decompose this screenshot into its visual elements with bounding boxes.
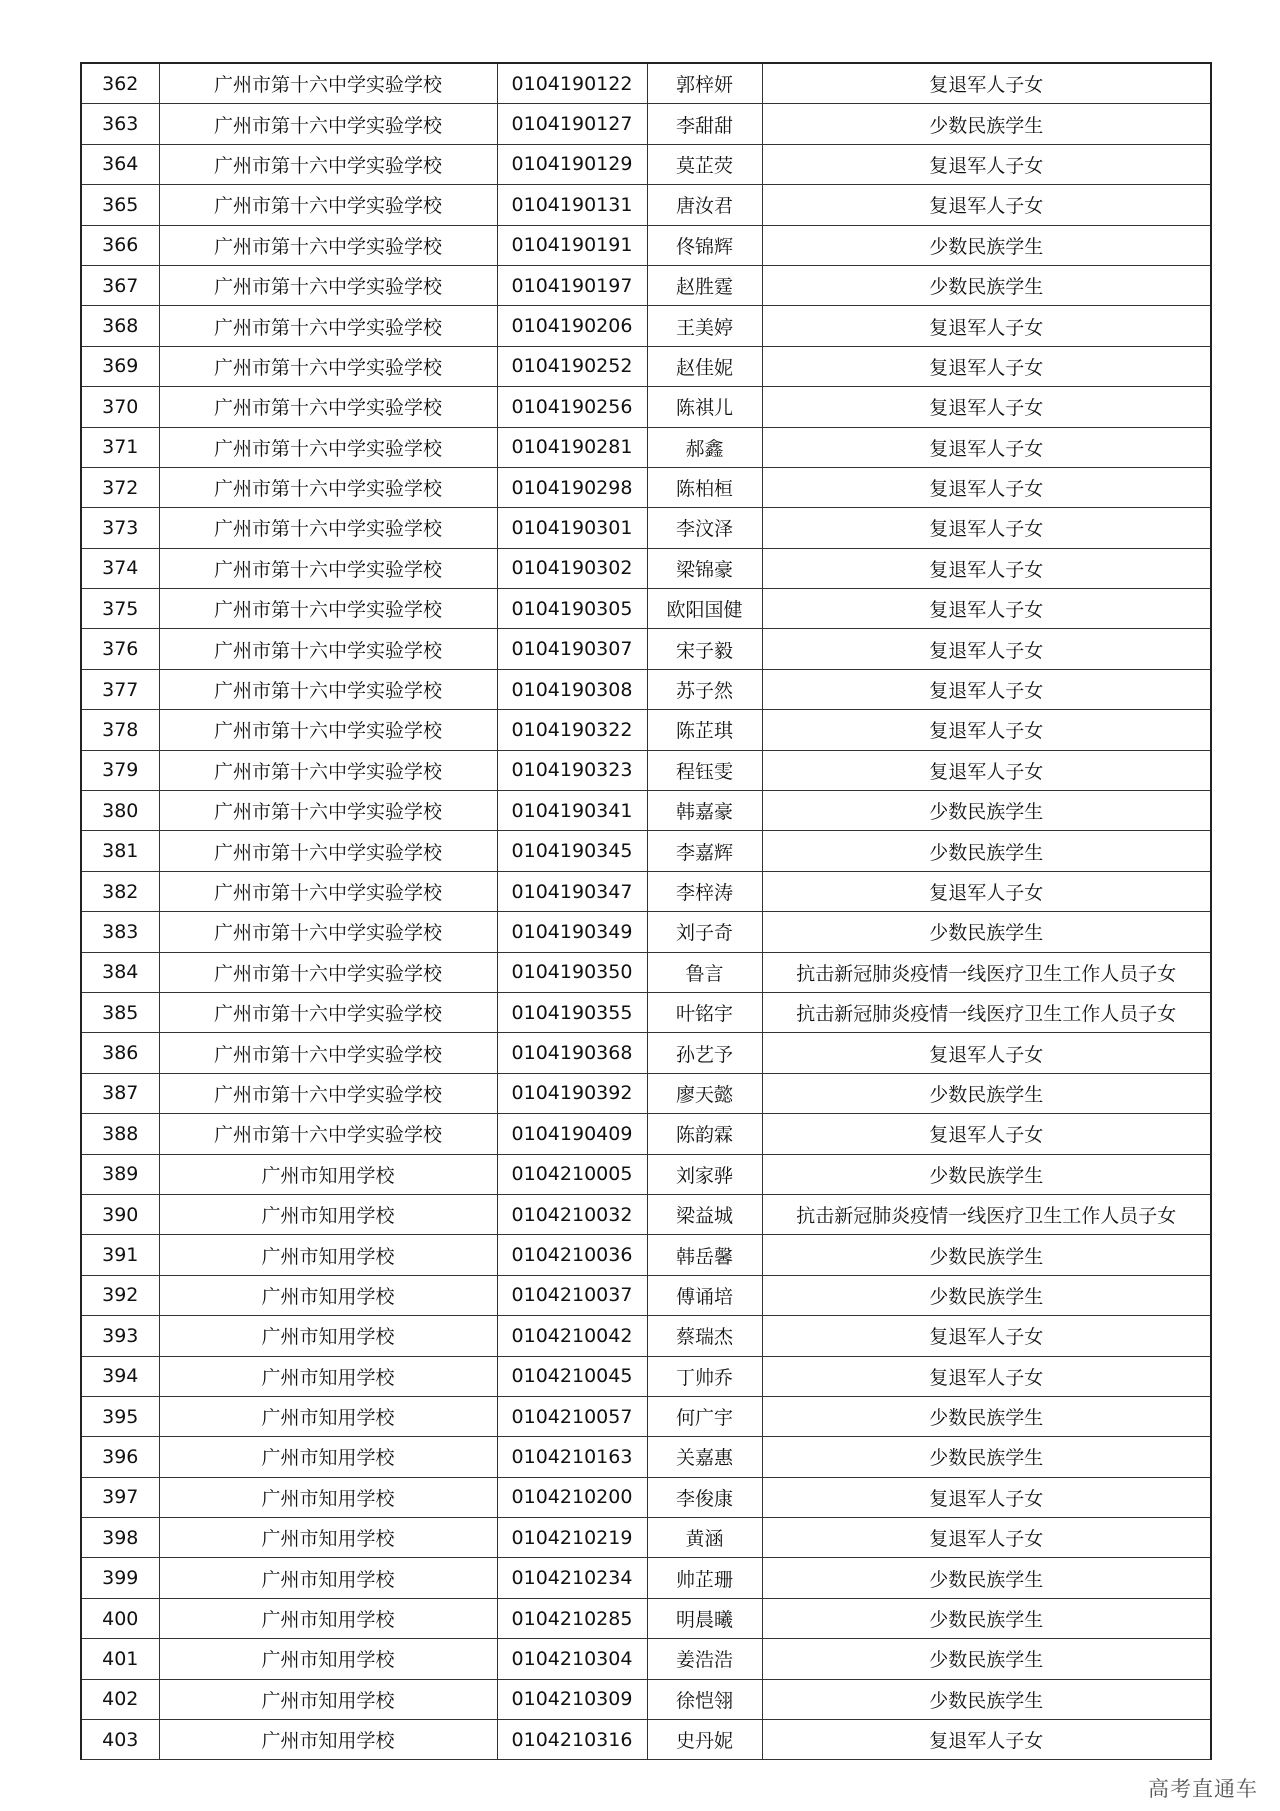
student-id-cell: 0104190206 [497,306,647,346]
category-cell: 复退军人子女 [762,629,1211,669]
row-number-cell: 398 [81,1518,159,1558]
table-row [81,185,1211,225]
student-id-cell: 0104210037 [497,1275,647,1315]
school-cell: 广州市第十六中学实验学校 [159,265,497,305]
student-name-cell: 关嘉惠 [647,1437,762,1477]
table-row [81,1073,1211,1113]
student-name-cell: 韩嘉豪 [647,791,762,831]
row-number-cell: 367 [81,265,159,305]
student-id-cell: 0104190392 [497,1073,647,1113]
category-cell: 少数民族学生 [762,1396,1211,1436]
school-cell: 广州市知用学校 [159,1356,497,1396]
table-row [81,1396,1211,1436]
table-row [81,1639,1211,1679]
table-row [81,1720,1211,1760]
student-name-cell: 李梓涛 [647,871,762,911]
row-number-cell: 387 [81,1073,159,1113]
school-cell: 广州市第十六中学实验学校 [159,427,497,467]
row-number-cell: 372 [81,467,159,507]
category-cell: 复退军人子女 [762,144,1211,184]
student-id-cell: 0104190301 [497,508,647,548]
roster-table-body [81,63,1211,1760]
category-cell: 复退军人子女 [762,1720,1211,1760]
row-number-cell: 391 [81,1235,159,1275]
table-row [81,831,1211,871]
school-cell: 广州市第十六中学实验学校 [159,750,497,790]
category-cell: 复退军人子女 [762,508,1211,548]
table-row [81,710,1211,750]
category-cell: 少数民族学生 [762,831,1211,871]
student-id-cell: 0104190197 [497,265,647,305]
school-cell: 广州市知用学校 [159,1477,497,1517]
school-cell: 广州市第十六中学实验学校 [159,225,497,265]
school-cell: 广州市第十六中学实验学校 [159,185,497,225]
school-cell: 广州市第十六中学实验学校 [159,467,497,507]
category-cell: 复退军人子女 [762,1477,1211,1517]
school-cell: 广州市第十六中学实验学校 [159,104,497,144]
student-name-cell: 唐汝君 [647,185,762,225]
row-number-cell: 396 [81,1437,159,1477]
student-name-cell: 李汶泽 [647,508,762,548]
category-cell: 复退军人子女 [762,427,1211,467]
student-name-cell: 徐恺翎 [647,1679,762,1719]
school-cell: 广州市第十六中学实验学校 [159,871,497,911]
category-cell: 少数民族学生 [762,1437,1211,1477]
row-number-cell: 364 [81,144,159,184]
school-cell: 广州市第十六中学实验学校 [159,669,497,709]
student-id-cell: 0104210057 [497,1396,647,1436]
row-number-cell: 377 [81,669,159,709]
school-cell: 广州市第十六中学实验学校 [159,346,497,386]
table-row [81,387,1211,427]
row-number-cell: 365 [81,185,159,225]
row-number-cell: 395 [81,1396,159,1436]
table-row [81,1518,1211,1558]
school-cell: 广州市知用学校 [159,1558,497,1598]
student-name-cell: 佟锦辉 [647,225,762,265]
student-name-cell: 李甜甜 [647,104,762,144]
student-id-cell: 0104190349 [497,912,647,952]
row-number-cell: 370 [81,387,159,427]
school-cell: 广州市第十六中学实验学校 [159,912,497,952]
school-cell: 广州市第十六中学实验学校 [159,992,497,1032]
student-name-cell: 程钰雯 [647,750,762,790]
school-cell: 广州市知用学校 [159,1518,497,1558]
row-number-cell: 385 [81,992,159,1032]
student-name-cell: 陈柏桓 [647,467,762,507]
student-id-cell: 0104210234 [497,1558,647,1598]
table-row [81,992,1211,1032]
category-cell: 复退军人子女 [762,306,1211,346]
school-cell: 广州市知用学校 [159,1396,497,1436]
student-id-cell: 0104210285 [497,1598,647,1638]
school-cell: 广州市知用学校 [159,1235,497,1275]
category-cell: 复退军人子女 [762,669,1211,709]
student-name-cell: 陈韵霖 [647,1114,762,1154]
student-name-cell: 王美婷 [647,306,762,346]
student-name-cell: 郭梓妍 [647,63,762,104]
school-cell: 广州市知用学校 [159,1639,497,1679]
student-id-cell: 0104190281 [497,427,647,467]
student-id-cell: 0104210045 [497,1356,647,1396]
school-cell: 广州市第十六中学实验学校 [159,306,497,346]
table-row [81,1679,1211,1719]
row-number-cell: 379 [81,750,159,790]
table-row [81,144,1211,184]
table-row [81,1558,1211,1598]
category-cell: 复退军人子女 [762,750,1211,790]
student-id-cell: 0104210304 [497,1639,647,1679]
school-cell: 广州市第十六中学实验学校 [159,387,497,427]
student-id-cell: 0104190341 [497,791,647,831]
student-name-cell: 陈祺儿 [647,387,762,427]
student-name-cell: 孙艺予 [647,1033,762,1073]
school-cell: 广州市第十六中学实验学校 [159,589,497,629]
student-id-cell: 0104190409 [497,1114,647,1154]
student-name-cell: 莫芷荧 [647,144,762,184]
watermark: 高考直通车 [1148,1777,1258,1801]
student-name-cell: 叶铭宇 [647,992,762,1032]
category-cell: 复退军人子女 [762,871,1211,911]
row-number-cell: 366 [81,225,159,265]
category-cell: 复退军人子女 [762,185,1211,225]
student-name-cell: 梁锦豪 [647,548,762,588]
student-name-cell: 刘子奇 [647,912,762,952]
student-name-cell: 李嘉辉 [647,831,762,871]
row-number-cell: 375 [81,589,159,629]
student-name-cell: 姜浩浩 [647,1639,762,1679]
category-cell: 少数民族学生 [762,1073,1211,1113]
row-number-cell: 390 [81,1194,159,1234]
school-cell: 广州市第十六中学实验学校 [159,144,497,184]
row-number-cell: 382 [81,871,159,911]
school-cell: 广州市第十六中学实验学校 [159,1073,497,1113]
student-name-cell: 梁益城 [647,1194,762,1234]
table-row [81,1194,1211,1234]
table-row [81,1356,1211,1396]
table-row [81,952,1211,992]
school-cell: 广州市第十六中学实验学校 [159,831,497,871]
student-id-cell: 0104190308 [497,669,647,709]
student-name-cell: 赵佳妮 [647,346,762,386]
student-id-cell: 0104190302 [497,548,647,588]
student-id-cell: 0104210200 [497,1477,647,1517]
category-cell: 少数民族学生 [762,1154,1211,1194]
student-id-cell: 0104210032 [497,1194,647,1234]
student-name-cell: 欧阳国健 [647,589,762,629]
student-id-cell: 0104190122 [497,63,647,104]
student-name-cell: 傅诵培 [647,1275,762,1315]
category-cell: 复退军人子女 [762,1518,1211,1558]
row-number-cell: 394 [81,1356,159,1396]
row-number-cell: 376 [81,629,159,669]
school-cell: 广州市知用学校 [159,1437,497,1477]
row-number-cell: 402 [81,1679,159,1719]
row-number-cell: 363 [81,104,159,144]
category-cell: 抗击新冠肺炎疫情一线医疗卫生工作人员子女 [762,1194,1211,1234]
row-number-cell: 368 [81,306,159,346]
school-cell: 广州市第十六中学实验学校 [159,952,497,992]
roster-table [80,62,1212,1760]
category-cell: 复退军人子女 [762,467,1211,507]
student-id-cell: 0104190323 [497,750,647,790]
row-number-cell: 399 [81,1558,159,1598]
school-cell: 广州市知用学校 [159,1720,497,1760]
school-cell: 广州市知用学校 [159,1316,497,1356]
student-name-cell: 宋子毅 [647,629,762,669]
category-cell: 复退军人子女 [762,387,1211,427]
table-row [81,63,1211,104]
school-cell: 广州市知用学校 [159,1154,497,1194]
table-row [81,1275,1211,1315]
student-id-cell: 0104190350 [497,952,647,992]
student-id-cell: 0104190131 [497,185,647,225]
student-name-cell: 苏子然 [647,669,762,709]
row-number-cell: 371 [81,427,159,467]
student-id-cell: 0104190347 [497,871,647,911]
table-row [81,225,1211,265]
row-number-cell: 384 [81,952,159,992]
school-cell: 广州市知用学校 [159,1275,497,1315]
table-row [81,912,1211,952]
student-id-cell: 0104190127 [497,104,647,144]
table-row [81,1114,1211,1154]
student-name-cell: 蔡瑞杰 [647,1316,762,1356]
student-name-cell: 黄涵 [647,1518,762,1558]
table-row [81,346,1211,386]
row-number-cell: 362 [81,63,159,104]
student-name-cell: 史丹妮 [647,1720,762,1760]
student-name-cell: 郝鑫 [647,427,762,467]
row-number-cell: 388 [81,1114,159,1154]
table-row [81,1437,1211,1477]
category-cell: 抗击新冠肺炎疫情一线医疗卫生工作人员子女 [762,952,1211,992]
table-row [81,265,1211,305]
row-number-cell: 374 [81,548,159,588]
table-row [81,1235,1211,1275]
row-number-cell: 392 [81,1275,159,1315]
category-cell: 复退军人子女 [762,63,1211,104]
table-row [81,750,1211,790]
student-id-cell: 0104190355 [497,992,647,1032]
category-cell: 少数民族学生 [762,104,1211,144]
student-id-cell: 0104210005 [497,1154,647,1194]
category-cell: 复退军人子女 [762,710,1211,750]
student-id-cell: 0104210036 [497,1235,647,1275]
table-row [81,629,1211,669]
category-cell: 少数民族学生 [762,912,1211,952]
student-id-cell: 0104210163 [497,1437,647,1477]
category-cell: 复退军人子女 [762,589,1211,629]
student-id-cell: 0104190252 [497,346,647,386]
student-name-cell: 帅芷珊 [647,1558,762,1598]
category-cell: 抗击新冠肺炎疫情一线医疗卫生工作人员子女 [762,992,1211,1032]
row-number-cell: 378 [81,710,159,750]
school-cell: 广州市第十六中学实验学校 [159,629,497,669]
row-number-cell: 380 [81,791,159,831]
student-id-cell: 0104190298 [497,467,647,507]
school-cell: 广州市第十六中学实验学校 [159,710,497,750]
category-cell: 复退军人子女 [762,548,1211,588]
row-number-cell: 381 [81,831,159,871]
table-row [81,427,1211,467]
table-row [81,1316,1211,1356]
school-cell: 广州市第十六中学实验学校 [159,1033,497,1073]
school-cell: 广州市第十六中学实验学校 [159,791,497,831]
student-id-cell: 0104210309 [497,1679,647,1719]
row-number-cell: 386 [81,1033,159,1073]
table-row [81,104,1211,144]
category-cell: 少数民族学生 [762,1275,1211,1315]
student-name-cell: 鲁言 [647,952,762,992]
row-number-cell: 400 [81,1598,159,1638]
category-cell: 少数民族学生 [762,1235,1211,1275]
student-name-cell: 李俊康 [647,1477,762,1517]
student-name-cell: 何广宇 [647,1396,762,1436]
table-row [81,548,1211,588]
category-cell: 少数民族学生 [762,1558,1211,1598]
row-number-cell: 393 [81,1316,159,1356]
table-row [81,589,1211,629]
student-id-cell: 0104190322 [497,710,647,750]
table-row [81,871,1211,911]
table-row [81,467,1211,507]
student-name-cell: 廖天懿 [647,1073,762,1113]
row-number-cell: 383 [81,912,159,952]
row-number-cell: 373 [81,508,159,548]
table-row [81,791,1211,831]
student-id-cell: 0104190345 [497,831,647,871]
category-cell: 少数民族学生 [762,1639,1211,1679]
student-name-cell: 刘家骅 [647,1154,762,1194]
student-id-cell: 0104210219 [497,1518,647,1558]
student-id-cell: 0104190368 [497,1033,647,1073]
category-cell: 复退军人子女 [762,346,1211,386]
category-cell: 少数民族学生 [762,265,1211,305]
table-row [81,1033,1211,1073]
table-row [81,306,1211,346]
table-row [81,1477,1211,1517]
student-id-cell: 0104190307 [497,629,647,669]
student-name-cell: 赵胜霆 [647,265,762,305]
row-number-cell: 397 [81,1477,159,1517]
roster-table-container [80,62,1210,1760]
category-cell: 复退军人子女 [762,1316,1211,1356]
category-cell: 少数民族学生 [762,1598,1211,1638]
table-row [81,1598,1211,1638]
student-name-cell: 陈芷琪 [647,710,762,750]
category-cell: 少数民族学生 [762,791,1211,831]
row-number-cell: 369 [81,346,159,386]
table-row [81,669,1211,709]
table-row [81,508,1211,548]
student-id-cell: 0104190129 [497,144,647,184]
student-id-cell: 0104210042 [497,1316,647,1356]
school-cell: 广州市知用学校 [159,1194,497,1234]
student-name-cell: 韩岳馨 [647,1235,762,1275]
category-cell: 复退军人子女 [762,1114,1211,1154]
row-number-cell: 401 [81,1639,159,1679]
category-cell: 复退军人子女 [762,1033,1211,1073]
category-cell: 复退军人子女 [762,1356,1211,1396]
student-id-cell: 0104190305 [497,589,647,629]
school-cell: 广州市第十六中学实验学校 [159,1114,497,1154]
school-cell: 广州市第十六中学实验学校 [159,63,497,104]
category-cell: 少数民族学生 [762,1679,1211,1719]
student-name-cell: 明晨曦 [647,1598,762,1638]
school-cell: 广州市知用学校 [159,1598,497,1638]
row-number-cell: 403 [81,1720,159,1760]
student-name-cell: 丁帅乔 [647,1356,762,1396]
school-cell: 广州市第十六中学实验学校 [159,508,497,548]
school-cell: 广州市第十六中学实验学校 [159,548,497,588]
school-cell: 广州市知用学校 [159,1679,497,1719]
category-cell: 少数民族学生 [762,225,1211,265]
row-number-cell: 389 [81,1154,159,1194]
table-row [81,1154,1211,1194]
student-id-cell: 0104210316 [497,1720,647,1760]
student-id-cell: 0104190191 [497,225,647,265]
student-id-cell: 0104190256 [497,387,647,427]
